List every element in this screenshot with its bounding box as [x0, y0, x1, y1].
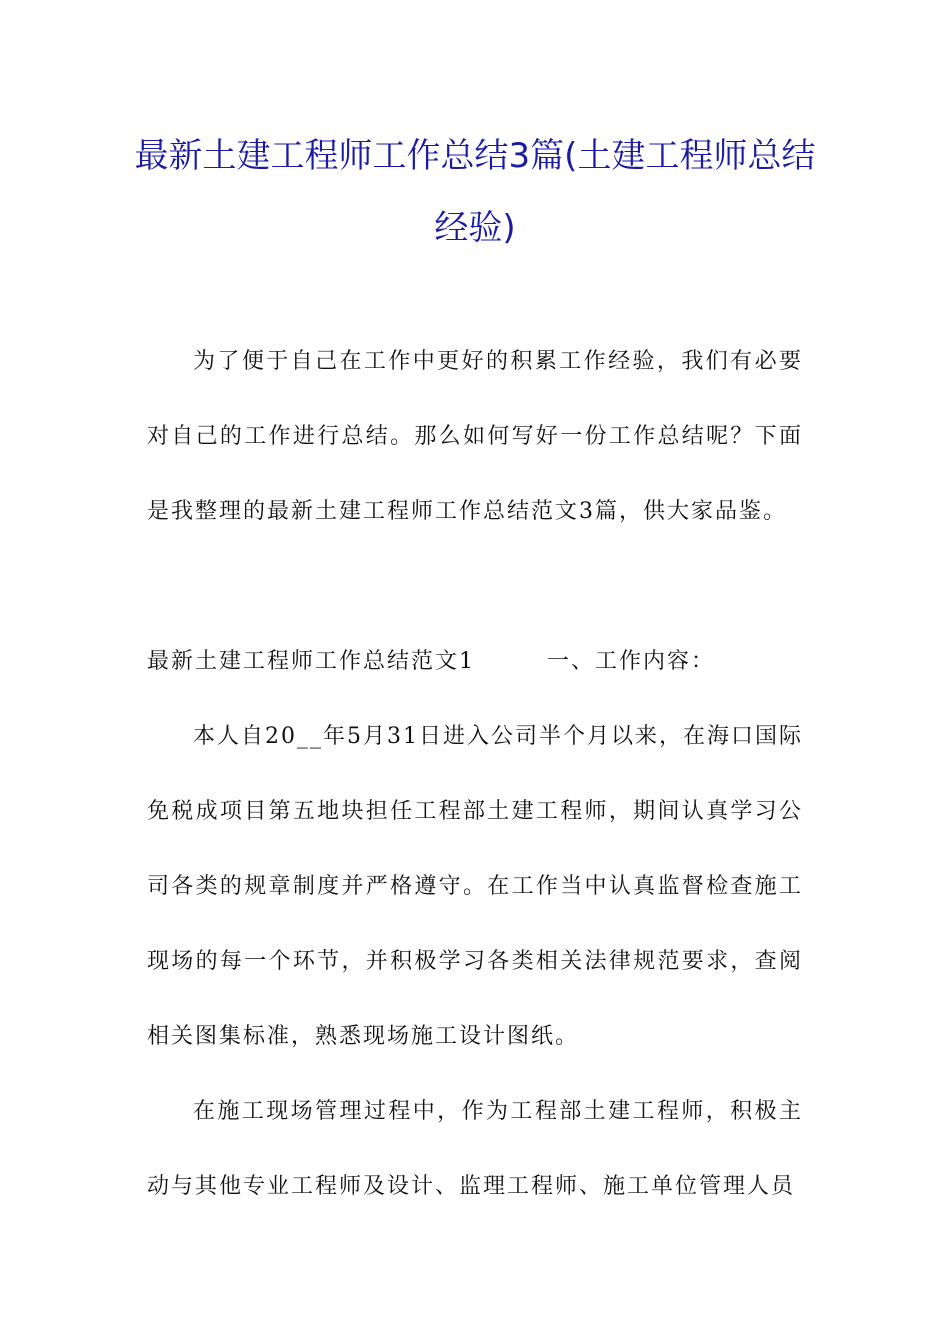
section-heading: 最新土建工程师工作总结范文1 一、工作内容： — [147, 649, 715, 674]
intro-paragraph: 为了便于自己在工作中更好的积累工作经验，我们有必要对自己的工作进行总结。那么如何写好一份工作总结呢？下面是我整理的最新土建工程师工作总结范文3篇，供大家品鉴。 — [147, 349, 803, 524]
document-title: 最新土建工程师工作总结3篇(土建工程师总结经验) — [134, 136, 816, 248]
body-paragraph-2: 在施工现场管理过程中，作为工程部土建工程师，积极主动与其他专业工程师及设计、监理工程师、施工单位管理人员 — [147, 1099, 803, 1199]
document-body — [147, 324, 803, 1224]
body-paragraph-1: 本人自20__年5月31日进入公司半个月以来，在海口国际免税成项目第五地块担任工程部土建工程师，期间认真学习公司各类的规章制度并严格遵守。在工作当中认真监督检查施工现场的每一个环节，并积极学习各类相关法律规范要求，查阅相关图集标准，熟悉现场施工设计图纸。 — [147, 724, 803, 1049]
